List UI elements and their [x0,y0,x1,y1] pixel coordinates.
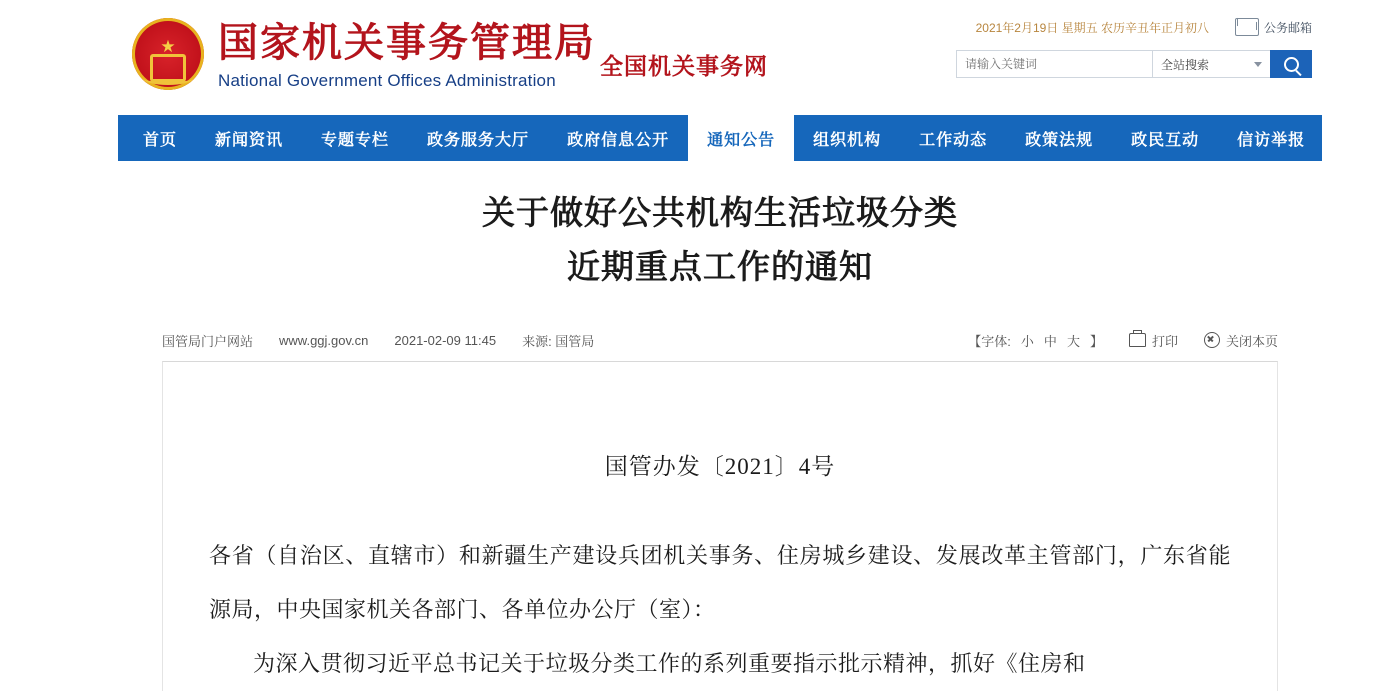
font-size-medium-button[interactable]: 中 [1043,333,1057,349]
meta-source-site: 国管局门户网站 [162,333,254,349]
search-button[interactable] [1270,50,1312,78]
nav-item-complaints[interactable]: 信访举报 [1237,131,1306,149]
mail-icon [1235,18,1259,36]
article-meta-row [162,325,1278,355]
font-size-small-button[interactable]: 小 [1020,333,1034,349]
page-title-line1: 关于做好公共机构生活垃圾分类 [482,196,958,232]
official-mail-link[interactable] [1235,18,1312,36]
close-page-label: 关闭本页 [1225,333,1278,349]
article-container [118,161,1322,691]
meta-datetime: 2021-02-09 11:45 [394,332,497,348]
font-size-label-end: 】 [1089,333,1103,349]
nav-item-work-updates[interactable]: 工作动态 [919,131,988,149]
nav-item-services[interactable]: 政务服务大厅 [427,131,530,149]
header-topline [832,16,1312,38]
page-gutter-right [1322,0,1400,695]
print-label: 打印 [1151,333,1178,349]
national-emblem-icon [132,18,204,90]
site-container [118,0,1322,695]
page-gutter-left [0,0,118,695]
font-size-large-button[interactable]: 大 [1066,333,1080,349]
article-meta-left [162,331,594,350]
font-size-label: 【字体: [968,333,1011,349]
site-sub-brand: 全国机关事务网 [600,54,768,79]
emblem-star-icon: ★ [160,37,176,56]
site-title-block[interactable] [218,20,596,91]
site-header [118,0,1322,115]
nav-item-gov-info[interactable]: 政府信息公开 [567,131,670,149]
nav-item-home[interactable]: 首页 [143,131,178,149]
article-body [162,361,1278,691]
font-size-controls [968,331,1103,350]
article-meta-right [968,331,1278,350]
nav-item-policies[interactable]: 政策法规 [1025,131,1094,149]
search-scope-label: 全站搜索 [1161,57,1210,72]
article-paragraph-1: 各省（自治区、直辖市）和新疆生产建设兵团机关事务、住房城乡建设、发展改革主管部门，广东省能源局，中央国家机关各部门、各单位办公厅（室）： [209,543,1231,622]
close-page-button[interactable] [1204,331,1278,350]
meta-source-label: 来源: 国管局 [522,333,595,349]
nav-item-organization[interactable]: 组织机构 [813,131,882,149]
page-title-line2: 近期重点工作的通知 [567,250,873,286]
nav-item-interaction[interactable]: 政民互动 [1131,131,1200,149]
current-date-text: 2021年2月19日 星期五 农历辛丑年正月初八 [975,20,1209,35]
official-mail-label: 公务邮箱 [1263,20,1312,35]
meta-url: www.ggj.gov.cn [279,332,369,348]
site-title-cn: 国家机关事务管理局 [218,20,596,65]
search-input[interactable] [956,50,1152,78]
search-bar [832,50,1312,80]
nav-item-topics[interactable]: 专题专栏 [321,131,390,149]
site-title-en: National Government Offices Administration [218,71,556,90]
main-navigation [118,115,1322,161]
header-right-panel [832,16,1312,80]
document-number: 国管办发〔2021〕4号 [604,454,836,479]
article-paragraph-2: 为深入贯彻习近平总书记关于垃圾分类工作的系列重要指示批示精神，抓好《住房和 [253,651,1086,676]
printer-icon [1129,333,1146,347]
search-icon [1284,57,1299,72]
nav-item-announcements[interactable]: 通知公告 [688,115,794,161]
print-button[interactable] [1129,331,1178,350]
search-scope-select[interactable] [1152,50,1270,78]
close-icon [1204,332,1220,348]
chevron-down-icon [1254,62,1262,67]
emblem-wheat-icon [143,72,193,85]
nav-item-news[interactable]: 新闻资讯 [215,131,284,149]
